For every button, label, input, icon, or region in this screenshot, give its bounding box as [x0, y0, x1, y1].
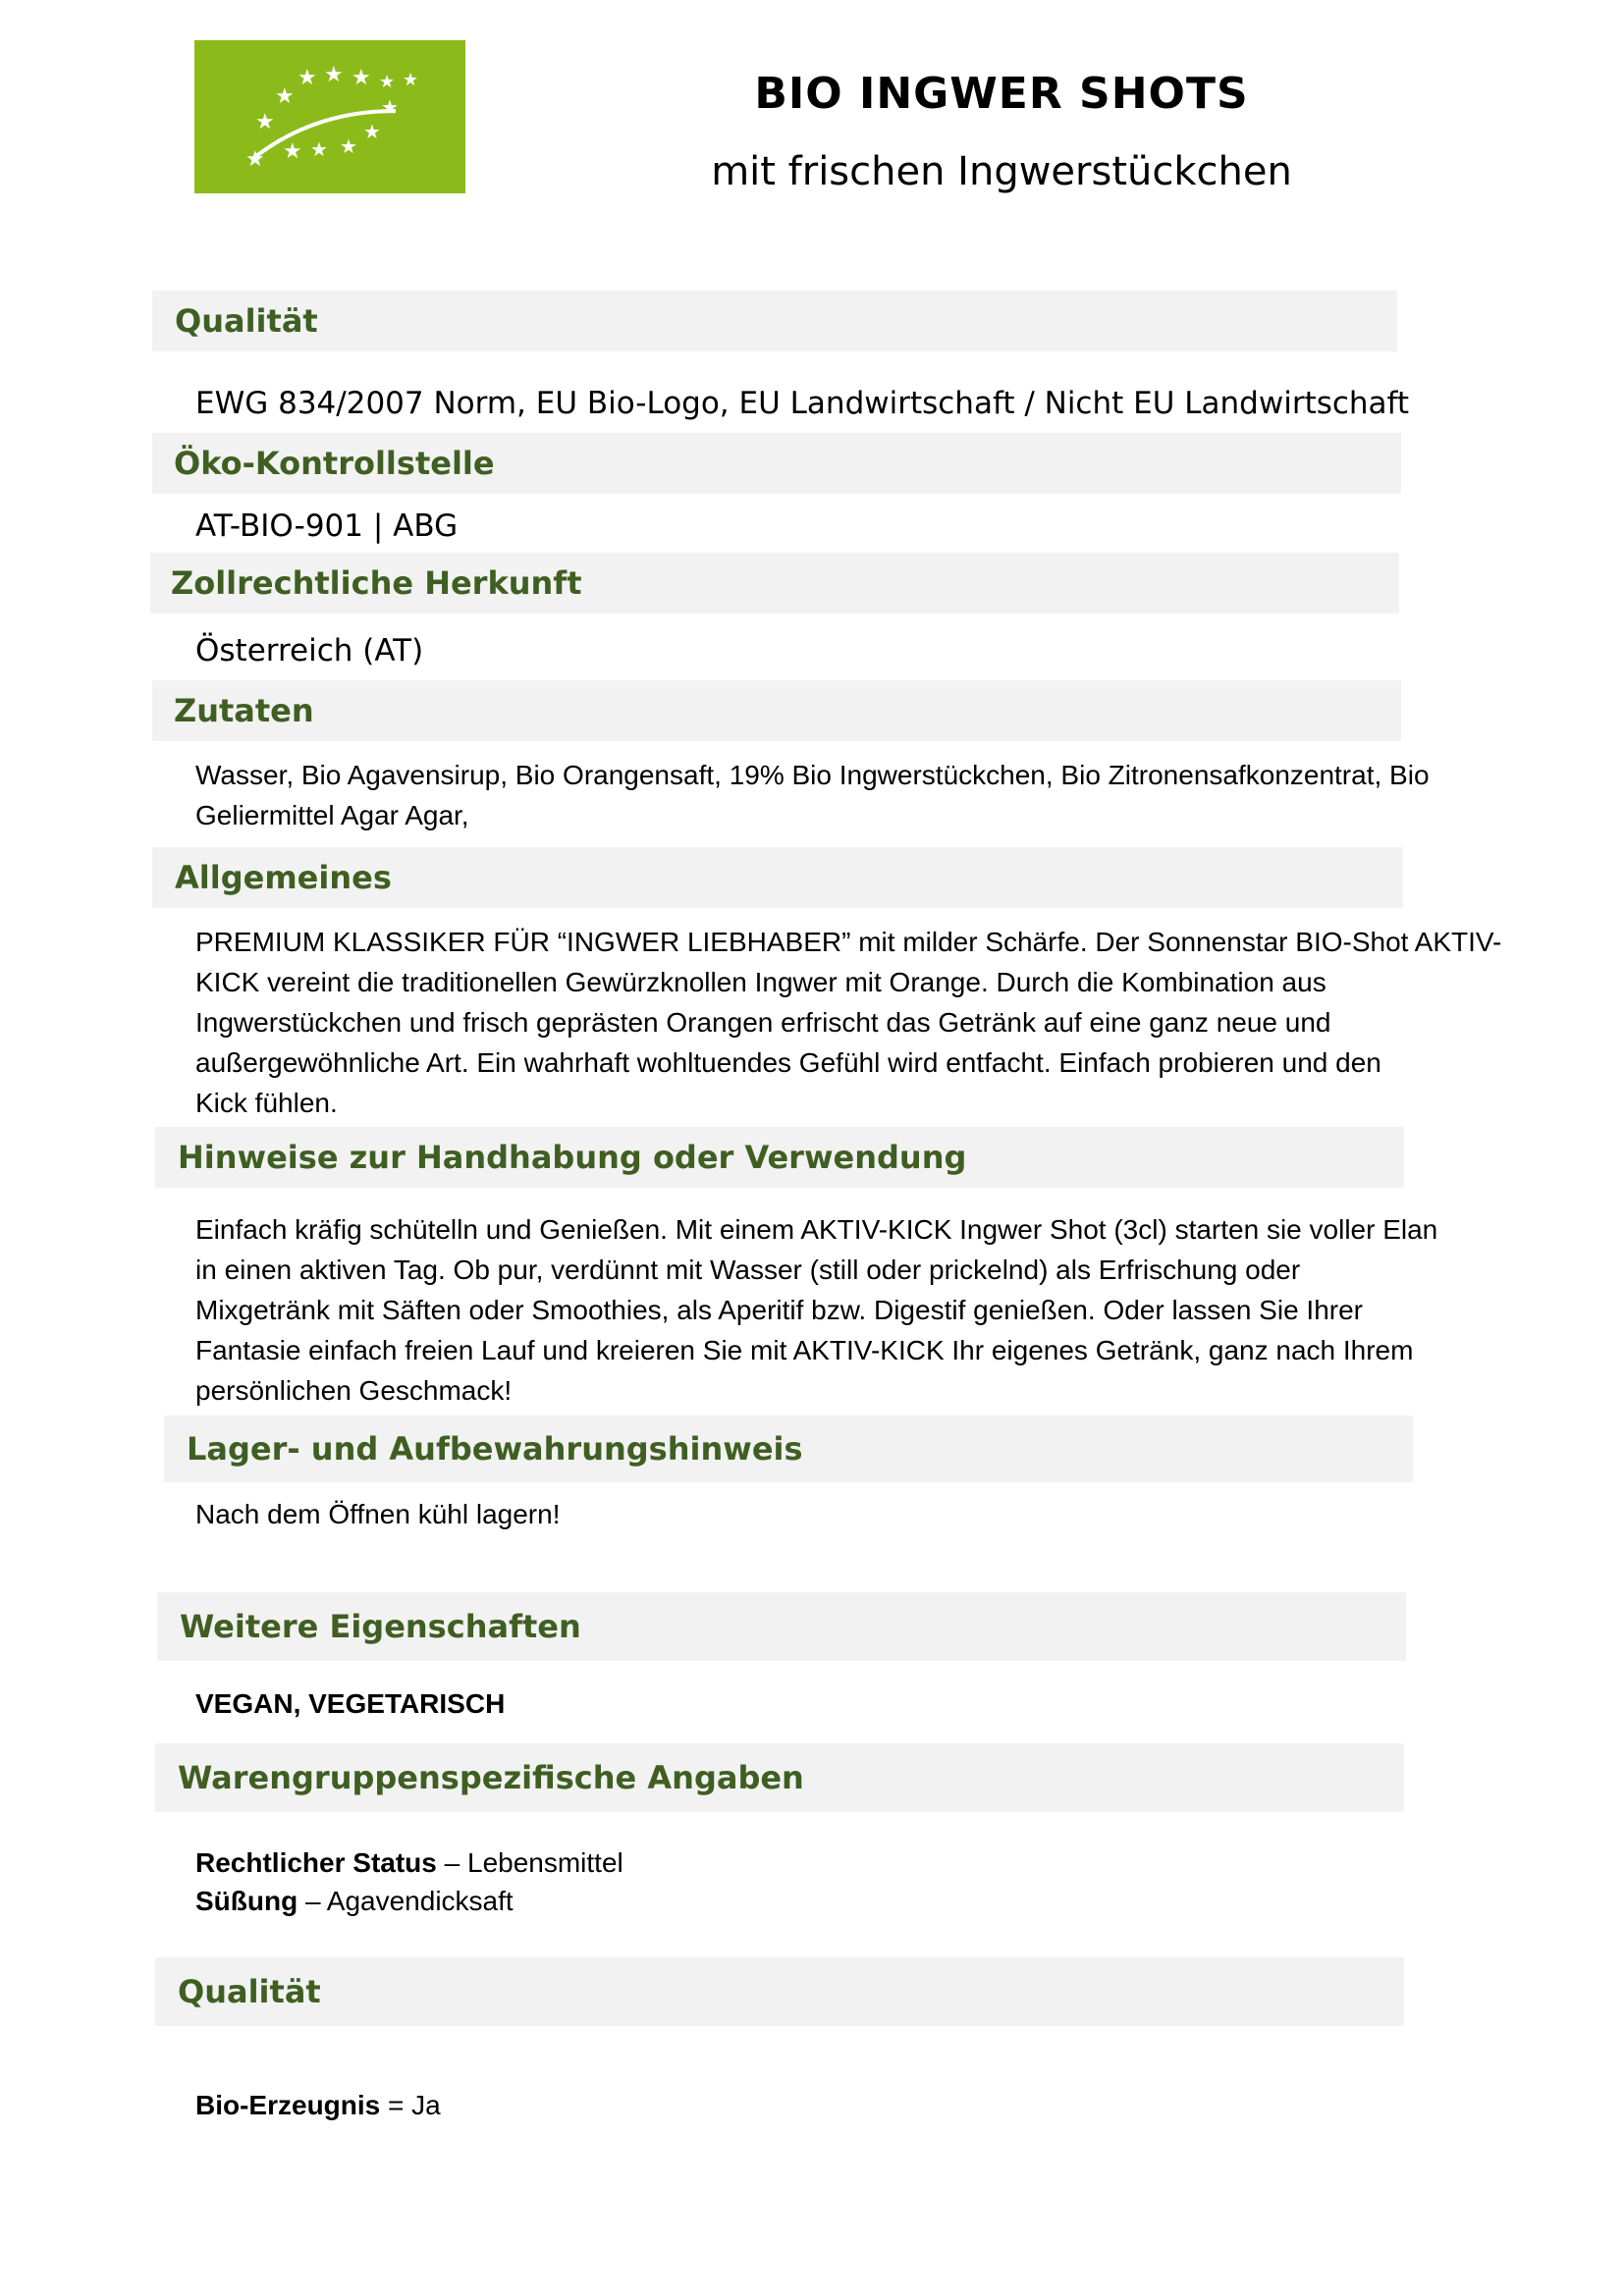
properties-text: [195, 1683, 1452, 1724]
svg-text:★: ★: [379, 72, 396, 92]
legal-status-label: Rechtlicher Status: [195, 1847, 437, 1878]
text-line: Mixgetränk mit Säften oder Smoothies, als Aperitif bzw. Digestif genießen. Oder lassen Sie Ihrer: [195, 1295, 1364, 1325]
section-header-waren: [155, 1743, 1404, 1812]
usage-text: [195, 1209, 1452, 1411]
section-heading: Weitere Eigenschaften: [180, 1608, 581, 1645]
section-header-lager: [164, 1415, 1413, 1482]
section-heading: Öko-Kontrollstelle: [174, 445, 495, 482]
text-line: Ingwerstückchen und frisch geprästen Orangen erfrischt das Getränk auf eine ganz neue und: [195, 1007, 1331, 1038]
origin-text: Österreich (AT): [195, 633, 424, 668]
leaf-of-stars-icon: [194, 40, 465, 193]
section-heading: Allgemeines: [175, 859, 392, 896]
text-line: KICK vereint die traditionellen Gewürzknollen Ingwer mit Orange. Durch die Kombination aus: [195, 967, 1326, 997]
svg-text:★: ★: [310, 137, 328, 161]
section-heading: Zutaten: [174, 692, 314, 729]
ingredients-text: [195, 755, 1452, 835]
text-line: Kick fühlen.: [195, 1088, 338, 1118]
organic-product-value: = Ja: [380, 2090, 441, 2120]
section-header-zutaten: [152, 680, 1401, 741]
organic-product-row: [195, 2085, 1452, 2125]
product-group-details: [195, 1843, 1452, 1920]
general-text: [195, 922, 1502, 1123]
text-line: Geliermittel Agar Agar,: [195, 800, 469, 830]
text-line: Nach dem Öffnen kühl lagern!: [195, 1499, 561, 1529]
section-header-qualitaet: [152, 291, 1397, 351]
text-line: Wasser, Bio Agavensirup, Bio Orangensaft, 19% Bio Ingwerstückchen, Bio Zitronensafkonzentrat, Bio: [195, 760, 1430, 790]
svg-text:★: ★: [324, 63, 344, 87]
svg-text:★: ★: [245, 147, 265, 172]
sweetening-row: [195, 1882, 1452, 1920]
text-line: Fantasie einfach freien Lauf und kreieren Sie mit AKTIV-KICK Ihr eigenes Getränk, ganz nach Ihrem: [195, 1335, 1414, 1365]
svg-text:★: ★: [352, 66, 371, 90]
section-header-kontrollstelle: [152, 433, 1401, 494]
organic-product-label: Bio-Erzeugnis: [195, 2090, 381, 2120]
svg-text:★: ★: [381, 95, 399, 119]
text-line: in einen aktiven Tag. Ob pur, verdünnt mit Wasser (still oder prickelnd) als Erfrischung oder: [195, 1255, 1301, 1285]
svg-text:★: ★: [255, 110, 275, 134]
page-subtitle: mit frischen Ingwerstückchen: [711, 149, 1292, 194]
svg-text:★: ★: [275, 84, 295, 109]
section-heading: Qualität: [175, 302, 318, 340]
section-header-allgemeines: [152, 847, 1403, 908]
section-header-herkunft: [150, 553, 1399, 614]
section-header-qualitaet-2: [155, 1957, 1404, 2026]
section-header-hinweise: [155, 1127, 1404, 1188]
text-line: [195, 2085, 1452, 2125]
section-heading: Qualität: [178, 1973, 321, 2010]
text-line: Einfach kräfig schütelln und Genießen. Mit einem AKTIV-KICK Ingwer Shot (3cl) starten sie voller Elan: [195, 1214, 1438, 1245]
control-body-text: AT-BIO-901 | ABG: [195, 508, 459, 544]
eu-organic-logo: [194, 40, 465, 193]
legal-status-value: – Lebensmittel: [436, 1847, 623, 1878]
sweetening-label: Süßung: [195, 1886, 298, 1916]
svg-text:★: ★: [283, 139, 302, 164]
svg-text:★: ★: [340, 134, 357, 158]
text-line: VEGAN, VEGETARISCH: [195, 1688, 506, 1719]
section-heading: Zollrechtliche Herkunft: [171, 564, 582, 602]
page-title: BIO INGWER SHOTS: [754, 69, 1249, 119]
legal-status-row: [195, 1843, 1452, 1882]
text-line: persönlichen Geschmack!: [195, 1375, 513, 1406]
svg-text:★: ★: [363, 120, 381, 143]
svg-text:★: ★: [403, 70, 419, 90]
quality-text: EWG 834/2007 Norm, EU Bio-Logo, EU Landwirtschaft / Nicht EU Landwirtschaft: [195, 386, 1410, 421]
section-heading: Hinweise zur Handhabung oder Verwendung: [178, 1139, 967, 1176]
svg-text:★: ★: [298, 66, 317, 90]
text-line: außergewöhnliche Art. Ein wahrhaft wohltuendes Gefühl wird entfacht. Einfach probieren und den: [195, 1047, 1381, 1078]
text-line: PREMIUM KLASSIKER FÜR “INGWER LIEBHABER” mit milder Schärfe. Der Sonnenstar BIO-Shot AKTIV-: [195, 927, 1502, 957]
sweetening-value: – Agavendicksaft: [298, 1886, 514, 1916]
section-header-eigenschaften: [157, 1592, 1406, 1661]
storage-text: [195, 1494, 1452, 1534]
section-heading: Warengruppenspezifische Angaben: [178, 1759, 804, 1796]
section-heading: Lager- und Aufbewahrungshinweis: [187, 1430, 803, 1468]
